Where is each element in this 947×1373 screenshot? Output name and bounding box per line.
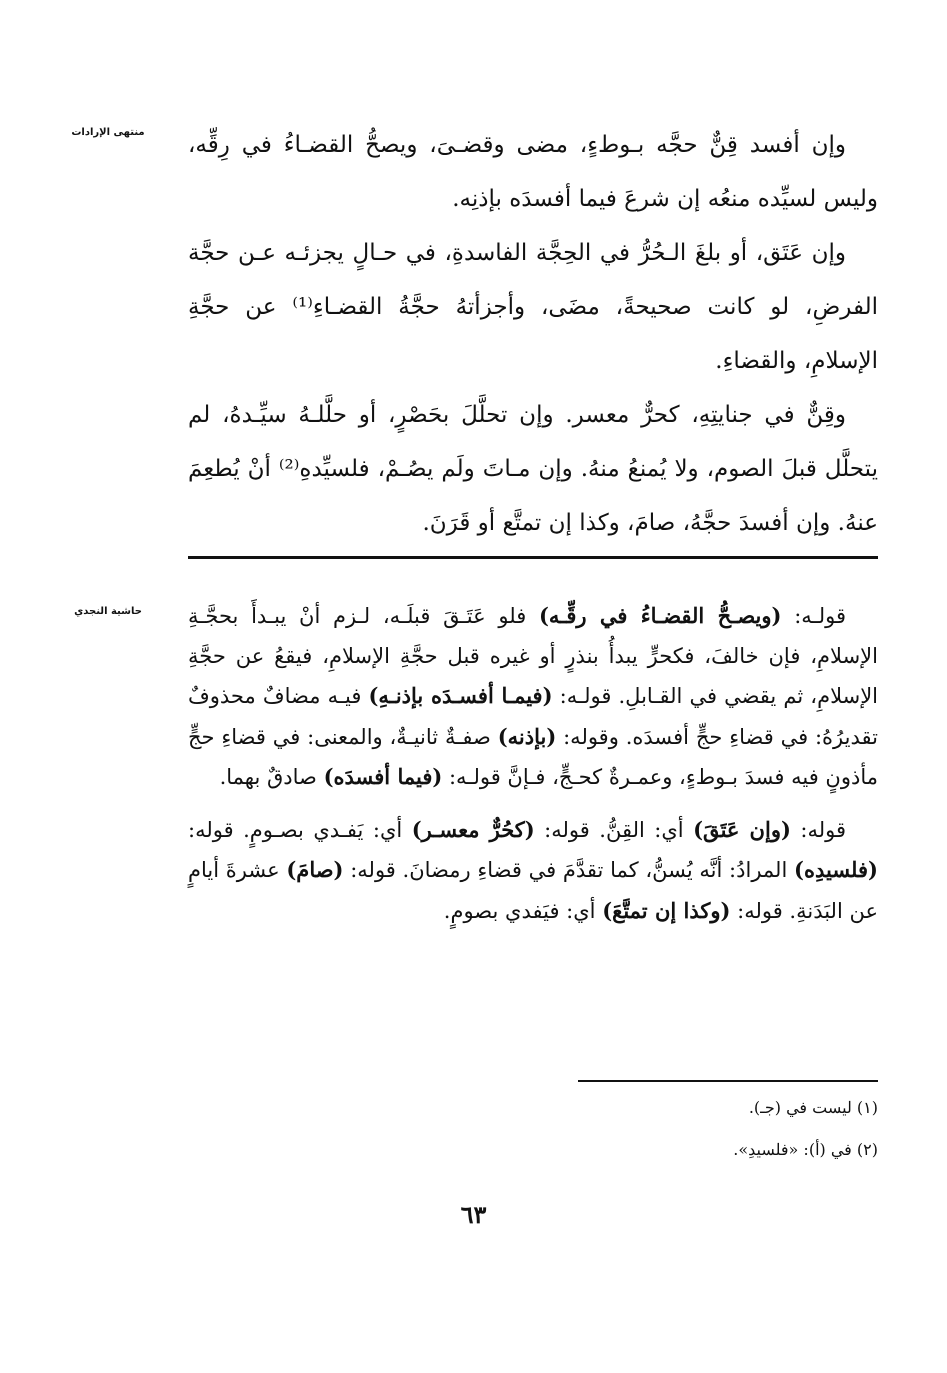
- commentary-quote: (ويصـحُّ القضـاءُ في رقِّـه): [538, 603, 782, 628]
- commentary-text: أي: القِنُّ. قوله:: [534, 817, 694, 842]
- commentary-text: قولـه:: [781, 604, 846, 628]
- commentary-text: فيـه مضافٌ محذوفٌ تقديرُهُ: في قضاءِ حجٍّ أفسدَه. وقوله:: [188, 684, 878, 749]
- commentary-text: عشرةَ أيامٍ عن البَدَنةِ. قوله:: [188, 858, 878, 923]
- commentary-quote: (فلسيدِه): [794, 857, 878, 882]
- footnote-2: (٢) في (أ): «فلسيدِ».: [733, 1140, 878, 1159]
- main-paragraph-1: وإن أفسد قِنٌّ حجَّه بـوطءٍ، مضى وقضـىَ، ويصحُّ القضـاءُ في رِقِّه، وليس لسيِّده منعُه إن شرعَ فيما أفسدَه بإذنِه.: [188, 132, 878, 212]
- section-divider: [188, 556, 878, 559]
- side-label-commentary: حاشية النجدي: [74, 606, 142, 617]
- main-text-block: [188, 118, 878, 550]
- commentary-text: صادقٌ بهما.: [219, 765, 324, 789]
- main-paragraph-3: وقِنٌّ في جنايتِهِ، كحرٌّ معسر. وإن تحلَّلَ بحَصْرٍ، أو حلَّلـهُ سيِّـدهُ، لم يتحلَّل قبلَ الصوم، ولا يُمنعُ منهُ. وإن مـاتَ ولَم يصُـمْ، فلسيِّدهِ⁽²⁾ أنْ يُطعِمَ عنهُ. وإن أفسدَ حجَّهُ، صامَ، وكذا إن تمتَّع أو قَرَنَ.: [188, 402, 878, 536]
- commentary-text: صفـةٌ ثانيـةٌ، والمعنى: في قضاءِ حجٍّ مأذونٍ فيه فسدَ بـوطءٍ، وعمـرةٌ كحـجٍّ، فـإنَّ قولـه:: [188, 724, 878, 789]
- commentary-quote: (فيمـا أفسـدَه بإذنـهِ): [368, 683, 553, 708]
- page-number: ٦٣: [460, 1200, 487, 1229]
- commentary-quote: (وكذا إن تمتَّعَ): [602, 897, 731, 923]
- commentary-quote: (وإن عَتَقَ): [693, 816, 791, 842]
- commentary-paragraph-2: [188, 810, 878, 932]
- footnote-rule: [578, 1080, 878, 1082]
- commentary-quote: (صامَ): [286, 857, 344, 882]
- footnote-1: (١) ليست في (جـ).: [748, 1098, 878, 1117]
- commentary-block: [188, 596, 878, 931]
- commentary-quote: (بإذنه): [497, 723, 557, 749]
- side-label-main: منتهى الإرادات: [71, 127, 145, 138]
- commentary-paragraph-1: [188, 596, 878, 798]
- commentary-quote: (كحُرٌّ معسـر): [411, 816, 535, 842]
- commentary-text: المرادُ: أنَّه يُسنُّ، كما تقدَّمَ في قضاءِ رمضانَ. قوله:: [343, 858, 795, 882]
- main-paragraph-2: وإن عَتَق، أو بلغَ الـحُرُّ في الحِجَّة الفاسدةِ، في حـالٍ يجزئـه عـن حجَّة الفرضِ، لو كانت صحيحةً، مضَى، وأجزأتهُ حجَّةُ القضـاءِ⁽¹⁾ عن حجَّةِ الإسلامِ، والقضاءِ.: [188, 240, 878, 374]
- commentary-text: قوله:: [790, 817, 847, 842]
- commentary-text: فلو عَتَـقَ قبلَـه، لـزم أنْ يبـدأَ بحجَّـةِ الإسلامِ، فإن خالفَ، فكحرٍّ يبدأُ بنذرٍ أو غيره قبل حجَّةِ الإسلامِ، فيقعُ عن حجَّةِ الإسلامِ، ثم يقضي في القـابلِ. قولـه:: [188, 604, 879, 708]
- commentary-text: أي: فيَفدي بصومٍ.: [443, 898, 603, 923]
- commentary-text: أي: يَفـدي بصـومٍ. قوله:: [188, 817, 412, 842]
- commentary-quote: (فيما أفسدَه): [323, 764, 443, 789]
